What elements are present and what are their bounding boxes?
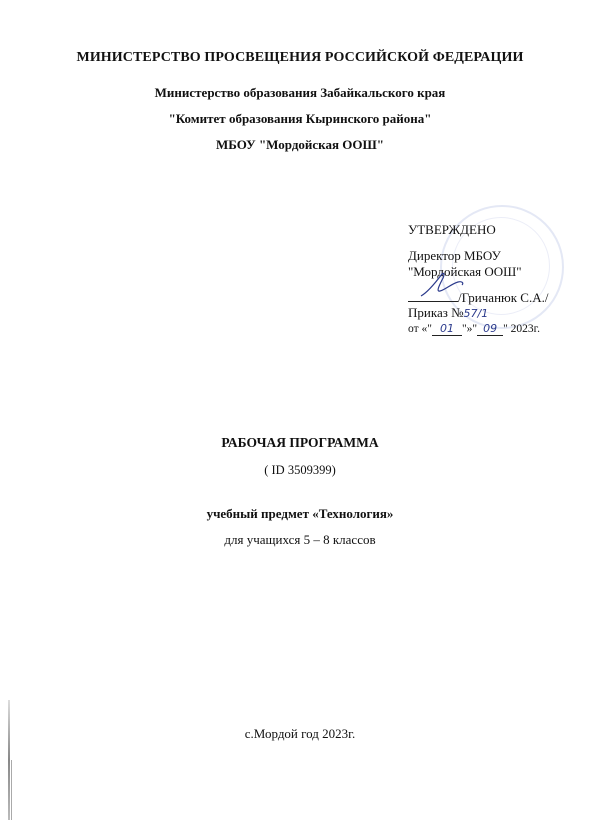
- signatory-name: /Гричанюк С.А./: [458, 290, 549, 305]
- page-edge-shadow-2: [11, 760, 12, 820]
- date-month: 09: [477, 322, 503, 336]
- order-date-line: [408, 322, 540, 336]
- program-title: РАБОЧАЯ ПРОГРАММА: [221, 435, 379, 450]
- date-prefix: от «": [408, 323, 432, 335]
- date-suffix: " 2023г.: [503, 323, 540, 335]
- place-and-year: с.Мордой год 2023г.: [244, 726, 356, 741]
- program-audience: для учащихся 5 – 8 классов: [224, 532, 376, 547]
- ministry-heading: МИНИСТЕРСТВО ПРОСВЕЩЕНИЯ РОССИЙСКОЙ ФЕДЕРАЦИИ: [76, 50, 524, 65]
- date-day: 01: [432, 322, 462, 336]
- program-subject: учебный предмет «Технология»: [206, 506, 394, 521]
- order-number: 57/1: [463, 307, 489, 320]
- district-committee: "Комитет образования Кыринского района": [168, 111, 432, 126]
- handwritten-signature-icon: [418, 270, 468, 302]
- date-separator: "»": [461, 323, 478, 335]
- approval-heading: УТВЕРЖДЕНО: [408, 222, 496, 237]
- order-label: Приказ №: [408, 305, 464, 320]
- program-id: ( ID 3509399): [264, 463, 336, 477]
- approval-position: Директор МБОУ: [408, 248, 501, 263]
- order-line: [408, 305, 488, 321]
- school-name: МБОУ "Мордойская ООШ": [216, 137, 384, 152]
- page-edge-shadow: [8, 700, 10, 820]
- approval-school: "Мордойская ООШ": [408, 264, 522, 279]
- regional-ministry: Министерство образования Забайкальского края: [154, 85, 446, 100]
